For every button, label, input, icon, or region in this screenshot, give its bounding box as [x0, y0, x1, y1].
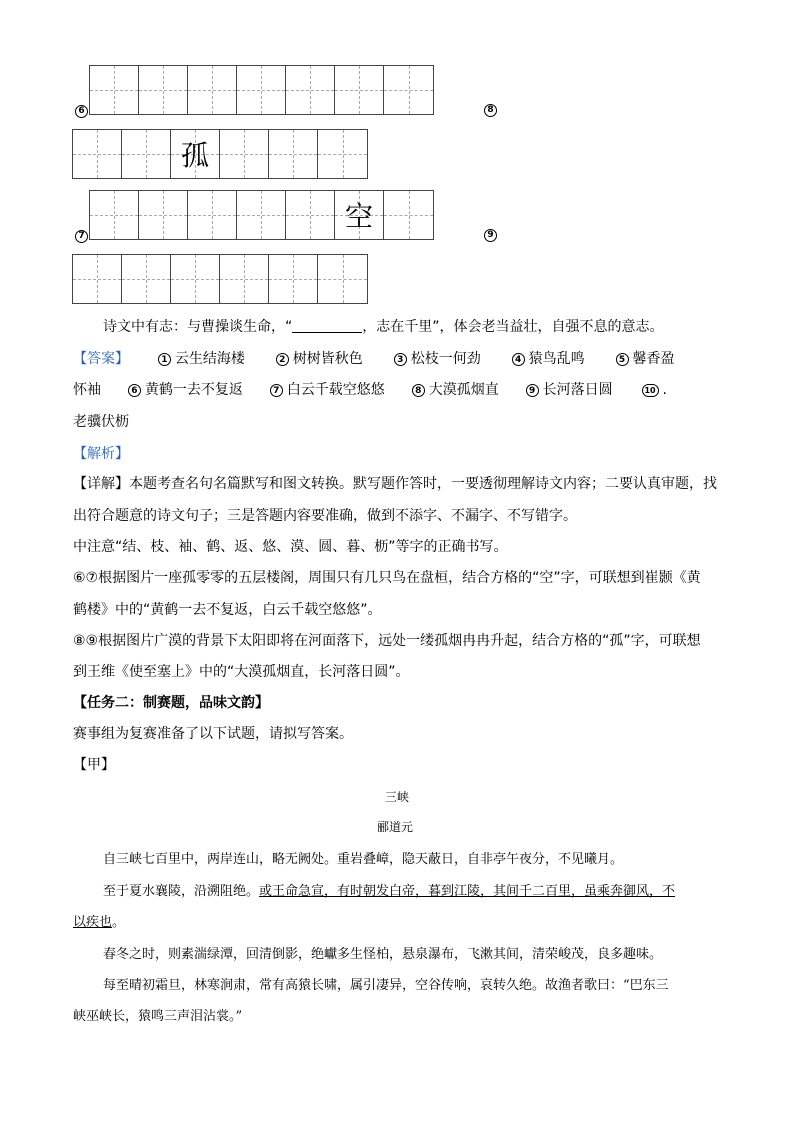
num-1-icon: 1 — [158, 353, 171, 366]
passage-p2-cont: 以疾也。 — [73, 915, 126, 930]
num-5-icon: 5 — [616, 353, 629, 366]
num-10-icon: 10 — [642, 384, 659, 397]
grid-cell — [335, 66, 384, 114]
grid-cell — [220, 130, 269, 178]
passage-p1: 自三峡七百里中，两岸连山，略无阙处。重岩叠嶂，隐天蔽日，自非亭午夜分，不见曦月。 — [103, 852, 624, 867]
answer-line-3: 老骥伏枥 — [73, 414, 129, 430]
answer-line-1: 【答案】 1 云生结海楼 2 树树皆秋色 3 松枝一何劲 4 猿鸟乱鸣 5 馨香盈 — [73, 351, 675, 367]
detail-line-4: ⑥⑦根据图片一座孤零零的五层楼阁，周围只有几只鸟在盘桓，结合方格的“空”字，可联想到崔颢《黄 — [73, 570, 701, 586]
grid-cell — [90, 191, 139, 239]
num-7-icon: 7 — [270, 384, 283, 397]
num-2-icon: 2 — [276, 353, 289, 366]
grid-cell — [220, 255, 269, 303]
grid-cell — [139, 66, 188, 114]
marker-9: 9 — [484, 229, 497, 242]
grid-cell — [269, 255, 318, 303]
passage-title: 三峡 — [385, 790, 410, 804]
num-3-icon: 3 — [394, 353, 407, 366]
grid-cell — [73, 255, 122, 303]
marker-6: 6 — [75, 105, 88, 118]
grid-cell — [171, 255, 220, 303]
grid-cell — [384, 66, 433, 114]
underlined-sentence: 或王命急宣，有时朝发白帝，暮到江陵，其间千二百里，虽乘奔御风，不 — [259, 884, 676, 899]
passage-p2: 至于夏水襄陵，沿溯阻绝。或王命急宣，有时朝发白帝，暮到江陵，其间千二百里，虽乘奔御风，不 — [103, 884, 676, 899]
jia-label: 【甲】 — [73, 757, 115, 773]
grid-cell — [139, 191, 188, 239]
grid-cell — [188, 191, 237, 239]
num-8-icon: 8 — [412, 384, 425, 397]
grid-cell: 空 — [335, 191, 384, 239]
grid-cell — [269, 130, 318, 178]
answer-grid-9 — [72, 254, 368, 304]
question-line: 诗文中有志：与曹操谈生命，“ ，志在千里”，体会老当益壮，自强不息的意志。 — [103, 319, 664, 335]
answer-label: 【答案】 — [73, 351, 129, 367]
marker-8: 8 — [484, 104, 497, 117]
grid-cell — [237, 191, 286, 239]
fill-blank[interactable] — [292, 320, 362, 333]
answer-grid-8 — [72, 129, 368, 179]
detail-line-3: 中注意“结、枝、袖、鹤、返、悠、漠、圆、暮、枥”等字的正确书写。 — [73, 539, 508, 555]
passage-p3: 春冬之时，则素湍绿潭，回清倒影，绝巘多生怪柏，悬泉瀑布，飞漱其间，清荣峻茂，良多趣味。 — [103, 947, 663, 962]
detail-line-2: 出符合题意的诗文句子；三是答题内容要准确，做到不添字、不漏字、不写错字。 — [73, 508, 577, 524]
grid-cell — [318, 130, 367, 178]
grid-cell — [237, 66, 286, 114]
grid-cell: 孤 — [171, 130, 220, 178]
passage-p4-cont: 峡巫峡长，猿鸣三声泪沾裳。” — [73, 1009, 243, 1024]
passage-author: 郦道元 — [377, 820, 414, 834]
answer-grid-6 — [89, 65, 434, 115]
num-9-icon: 9 — [526, 384, 539, 397]
task2-intro: 赛事组为复赛准备了以下试题，请拟写答案。 — [73, 726, 353, 742]
grid-cell — [73, 130, 122, 178]
grid-cell — [122, 130, 171, 178]
grid-cell — [90, 66, 139, 114]
detail-line-5: 鹤楼》中的“黄鹤一去不复返，白云千载空悠悠”。 — [73, 602, 382, 618]
answer-line-2: 怀袖 6 黄鹤一去不复返 7 白云千载空悠悠 8 大漠孤烟直 9 长河落日圆 10 . — [73, 382, 667, 398]
grid-cell — [286, 191, 335, 239]
grid-cell — [122, 255, 171, 303]
grid-cell — [286, 66, 335, 114]
grid-cell — [318, 255, 367, 303]
marker-7: 7 — [75, 230, 88, 243]
num-6-icon: 6 — [128, 384, 141, 397]
analysis-label: 【解析】 — [73, 446, 129, 462]
passage-p4: 每至晴初霜旦，林寒涧肃，常有高猿长啸，属引凄异，空谷传响，哀转久绝。故渔者歌曰：“巴东三 — [103, 978, 669, 993]
answer-grid-7 — [89, 190, 434, 240]
detail-line-1: 【详解】本题考查名句名篇默写和图文转换。默写题作答时，一要透彻理解诗文内容；二要认真审题，找 — [73, 476, 717, 492]
grid-cell — [384, 191, 433, 239]
detail-line-7: 到王维《使至塞上》中的“大漠孤烟直，长河落日圆”。 — [73, 664, 410, 680]
task2-title: 【任务二：制赛题，品味文韵】 — [73, 695, 269, 711]
grid-cell — [188, 66, 237, 114]
num-4-icon: 4 — [512, 353, 525, 366]
detail-line-6: ⑧⑨根据图片广漠的背景下太阳即将在河面落下，远处一缕孤烟冉冉升起，结合方格的“孤”字，可联想 — [73, 633, 701, 649]
